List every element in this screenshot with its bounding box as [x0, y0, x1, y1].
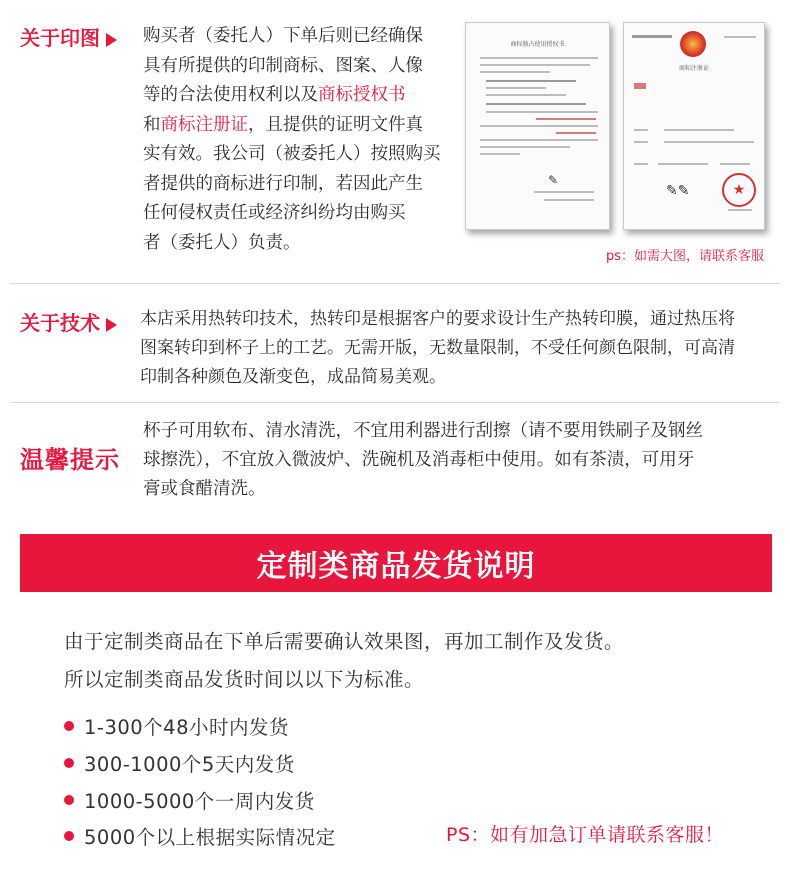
list-item-text: 1000-5000个一周内发货 [84, 790, 315, 813]
section-print-title [20, 22, 117, 51]
arrow-right-icon [106, 33, 117, 47]
section-tips-title: 温馨提示 [20, 446, 120, 474]
signature: ✎✎ [666, 183, 690, 199]
national-emblem-icon [680, 31, 706, 57]
list-item [64, 786, 315, 814]
print-line: 具有所提供的印制商标、图案、人像 [143, 55, 423, 76]
divider [10, 283, 780, 284]
bullet-dot-icon [64, 831, 74, 841]
section-print-title-text: 关于印图 [20, 26, 100, 50]
bullet-dot-icon [64, 721, 74, 731]
tech-line: 本店采用热转印技术，热转印是根据客户的要求设计生产热转印膜，通过热压将 [140, 309, 735, 329]
trademark-registration-link: 商标注册证 [160, 114, 248, 135]
trademark-certificate-image [623, 22, 765, 230]
print-line: 实有效。我公司（被委托人）按照购买 [143, 144, 441, 164]
tech-line: 图案转印到杯子上的工艺。无需开版，无数量限制，不受任何颜色限制，可高清 [140, 338, 735, 358]
section-tips-body [143, 417, 783, 504]
authorization-letter-title: 商标独占使用授权书 [510, 41, 565, 48]
list-item-text: 5000个以上根据实际情况定 [84, 826, 336, 849]
print-line: 等的合法使用权利以及商标授权书 [143, 85, 406, 105]
official-seal-icon: ★ [722, 173, 756, 207]
shipping-intro-1: 由于定制类商品在下单后需要确认效果图，再加工制作及发货。 [64, 630, 625, 653]
print-line: 购买者（委托人）下单后则已经确保 [143, 26, 423, 46]
list-item-text: 300-1000个5天内发货 [84, 753, 295, 776]
print-line: 任何侵权责任或经济纠纷均由购买 [143, 203, 406, 223]
print-line: 者提供的商标进行印制，若因此产生 [143, 173, 423, 194]
trademark-authorization-link: 商标授权书 [318, 85, 406, 105]
section-tech-title-text: 关于技术 [20, 311, 100, 335]
tips-line: 膏或食醋清洗。 [143, 479, 266, 499]
shipping-intro-2: 所以定制类商品发货时间以以下为标准。 [64, 668, 425, 691]
tech-line: 印制各种颜色及渐变色，成品简易美观。 [140, 367, 446, 387]
shipping-banner: 定制类商品发货说明 [20, 534, 772, 592]
section-tech-title [20, 307, 117, 336]
urgent-order-note: PS：如有加急订单请联系客服！ [446, 824, 725, 846]
print-line: 者（委托人）负责。 [143, 232, 301, 253]
section-tech-body [140, 305, 785, 392]
image-caption: ps：如需大图，请联系客服 [606, 249, 765, 264]
trademark-certificate-title: 商标注册证 [678, 65, 709, 72]
arrow-right-icon [106, 318, 117, 332]
print-line: 和商标注册证，且提供的证明文件真 [143, 114, 423, 135]
bullet-dot-icon [64, 795, 74, 805]
list-item-text: 1-300个48小时内发货 [84, 716, 289, 739]
list-item [64, 749, 295, 777]
authorization-letter-image [465, 22, 610, 230]
signature: ✎ [548, 173, 559, 187]
section-print-body [143, 22, 443, 258]
divider [10, 402, 780, 403]
tips-line: 球擦洗），不宜放入微波炉、洗碗机及消毒柜中使用。如有茶渍，可用牙 [143, 450, 695, 470]
list-item [64, 712, 289, 740]
tips-line: 杯子可用软布、清水清洗，不宜用利器进行刮擦（请不要用铁刷子及钢丝 [143, 421, 703, 441]
bullet-dot-icon [64, 758, 74, 768]
list-item [64, 822, 336, 850]
